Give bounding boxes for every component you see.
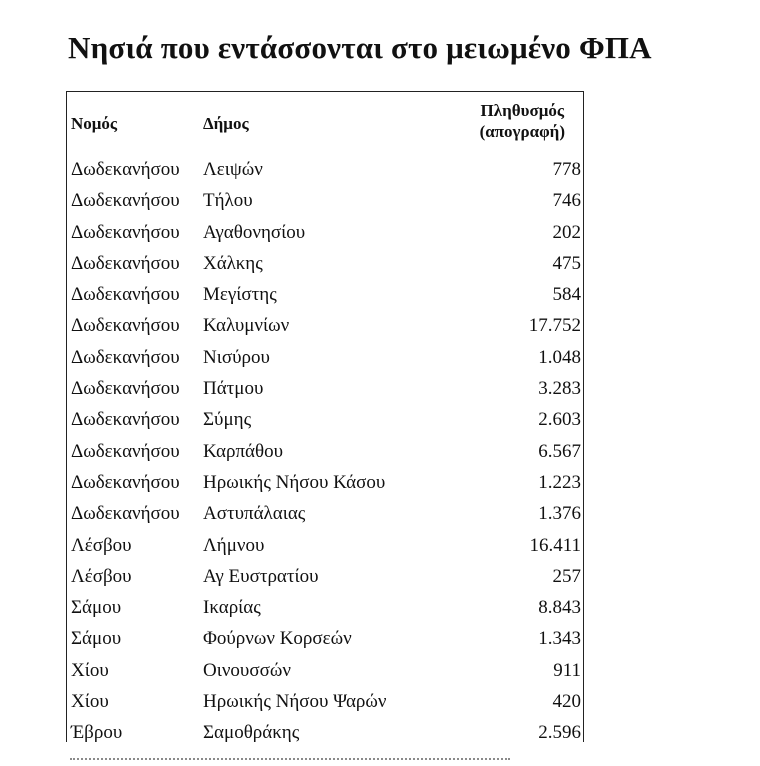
cell-population: 202 <box>552 221 581 243</box>
cell-nomos: Δωδεκανήσου <box>71 159 180 180</box>
cell-dimos: Ηρωικής Νήσου Ψαρών <box>203 691 387 713</box>
header-dimos: Δήμος <box>203 114 249 133</box>
table-row <box>67 342 583 373</box>
cell-population: 8.843 <box>538 597 581 619</box>
cell-nomos: Χίου <box>71 659 109 681</box>
cell-dimos: Οινουσσών <box>203 659 291 681</box>
header-population-line1: Πληθυσμός <box>480 101 565 120</box>
cell-population: 584 <box>552 284 581 306</box>
cell-population: 420 <box>552 691 581 713</box>
cell-nomos: Δωδεκανήσου <box>71 190 180 212</box>
cell-nomos: Δωδεκανήσου <box>71 346 180 368</box>
table-row <box>67 185 583 216</box>
page-title: Νησιά που εντάσσονται στο μειωμένο ΦΠΑ <box>68 30 652 65</box>
cell-population: 1.223 <box>538 471 581 493</box>
cell-population: 778 <box>552 159 581 180</box>
cell-nomos: Δωδεκανήσου <box>71 315 180 337</box>
table-row <box>67 561 583 592</box>
cell-population: 17.752 <box>528 315 581 337</box>
cell-dimos: Φούρνων Κορσεών <box>203 628 352 650</box>
cell-population: 475 <box>552 252 581 274</box>
cell-dimos: Μεγίστης <box>203 284 277 306</box>
header-population <box>480 100 565 142</box>
cell-nomos: Δωδεκανήσου <box>71 471 180 493</box>
cell-dimos: Λήμνου <box>203 534 265 556</box>
islands-table <box>66 91 584 742</box>
cell-nomos: Έβρου <box>71 722 123 744</box>
cell-dimos: Ικαρίας <box>203 597 261 619</box>
cell-dimos: Σύμης <box>203 409 252 431</box>
cell-population: 6.567 <box>538 440 581 462</box>
cell-population: 746 <box>552 190 581 212</box>
cell-nomos: Λέσβου <box>71 565 132 587</box>
table-row <box>67 436 583 467</box>
cell-nomos: Δωδεκανήσου <box>71 440 180 462</box>
cell-dimos: Καλυμνίων <box>203 315 290 337</box>
cell-dimos: Αστυπάλαιας <box>203 503 306 525</box>
cell-dimos: Νισύρου <box>203 346 270 368</box>
cell-dimos: Πάτμου <box>203 378 264 400</box>
cell-nomos: Δωδεκανήσου <box>71 503 180 525</box>
table-row <box>67 217 583 248</box>
table-row <box>67 530 583 561</box>
cell-population: 257 <box>552 565 581 587</box>
cell-population: 911 <box>553 659 581 681</box>
header-population-line2: (απογραφή) <box>479 122 565 141</box>
cell-nomos: Δωδεκανήσου <box>71 284 180 306</box>
cell-nomos: Δωδεκανήσου <box>71 252 180 274</box>
cell-dimos: Αγαθονησίου <box>203 221 306 243</box>
table-row <box>67 373 583 404</box>
table-row <box>67 467 583 498</box>
cell-nomos: Σάμου <box>71 628 122 650</box>
table-row <box>67 310 583 341</box>
cell-nomos: Δωδεκανήσου <box>71 378 180 400</box>
cell-dimos: Αγ Ευστρατίου <box>203 565 319 587</box>
cell-dimos: Ηρωικής Νήσου Κάσου <box>203 471 386 493</box>
cell-nomos: Δωδεκανήσου <box>71 221 180 243</box>
cell-population: 1.048 <box>538 346 581 368</box>
table-row <box>67 154 583 185</box>
cell-population: 1.376 <box>538 503 581 525</box>
cell-population: 2.596 <box>538 722 581 744</box>
table-row <box>67 592 583 623</box>
cell-population: 3.283 <box>538 378 581 400</box>
cell-dimos: Λειψών <box>203 159 263 180</box>
table-header <box>67 92 583 156</box>
cell-dimos: Σαμοθράκης <box>203 722 300 744</box>
table-row <box>67 717 583 748</box>
cell-population: 16.411 <box>529 534 581 556</box>
table-row <box>67 655 583 686</box>
cell-nomos: Σάμου <box>71 597 122 619</box>
cell-nomos: Λέσβου <box>71 534 132 556</box>
cell-nomos: Δωδεκανήσου <box>71 409 180 431</box>
table-row <box>67 686 583 717</box>
cell-dimos: Χάλκης <box>203 252 263 274</box>
cell-dimos: Καρπάθου <box>203 440 284 462</box>
cell-population: 1.343 <box>538 628 581 650</box>
header-nomos: Νομός <box>71 114 118 133</box>
table-row <box>67 623 583 654</box>
cropped-text-fragment <box>70 758 510 760</box>
cell-population: 2.603 <box>538 409 581 431</box>
table-row <box>67 279 583 310</box>
table-row <box>67 498 583 529</box>
cell-dimos: Τήλου <box>203 190 253 212</box>
table-row <box>67 404 583 435</box>
cell-nomos: Χίου <box>71 691 109 713</box>
table-row <box>67 248 583 279</box>
table-body <box>67 154 583 749</box>
